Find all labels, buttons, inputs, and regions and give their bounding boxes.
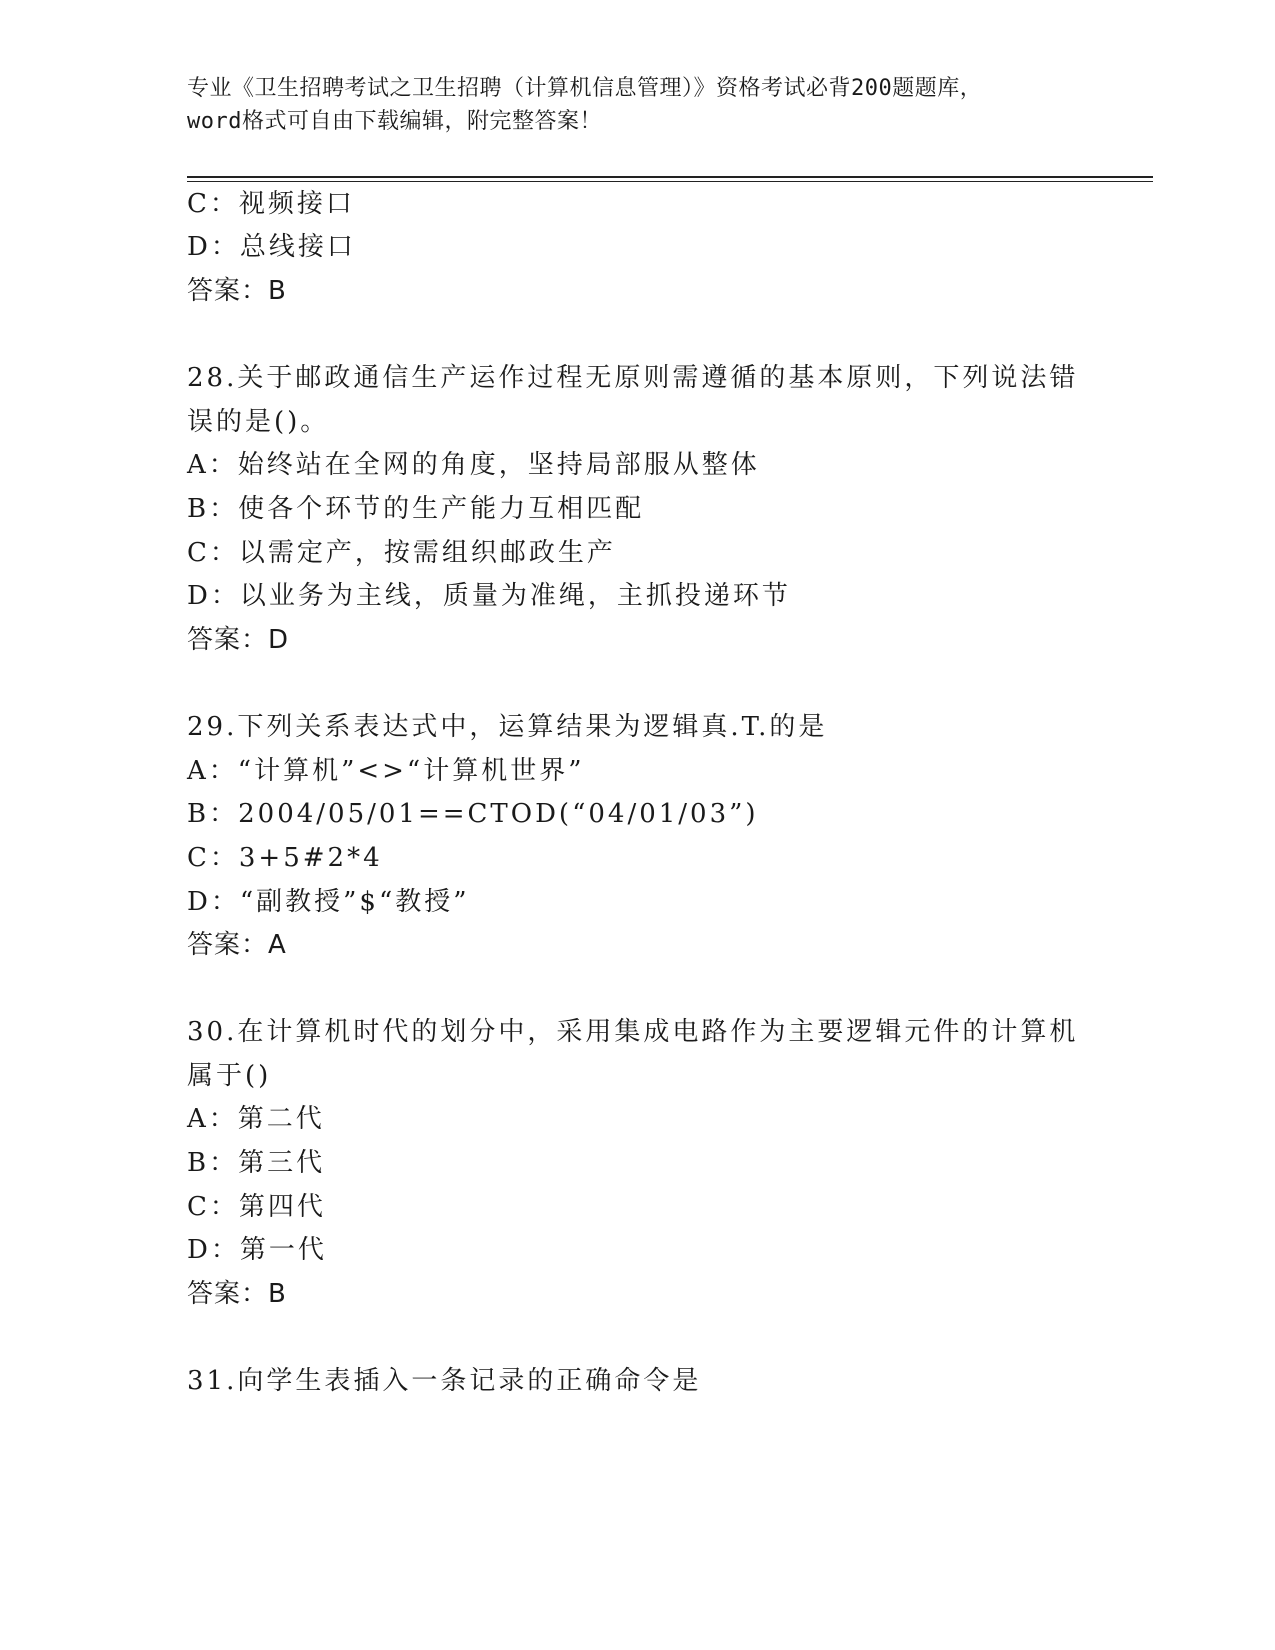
q30-answer: 答案：B: [187, 1279, 287, 1309]
header-title-line-2: word格式可自由下载编辑，附完整答案！: [187, 109, 602, 134]
q28-option-d: D：以业务为主线，质量为准绳，主抓投递环节: [187, 581, 791, 611]
q28-answer: 答案：D: [187, 625, 290, 655]
q29-stem: 29.下列关系表达式中，运算结果为逻辑真.T.的是: [187, 712, 828, 742]
q29-option-a: A：“计算机”<>“计算机世界”: [187, 756, 585, 786]
q27-option-c: C：视频接口: [187, 189, 355, 219]
q29-answer: 答案：A: [187, 930, 287, 960]
q28-stem-line-2: 误的是()。: [187, 407, 330, 437]
q30-stem-line-2: 属于(): [187, 1061, 272, 1091]
q31-stem: 31.向学生表插入一条记录的正确命令是: [187, 1366, 702, 1396]
header-rule-thick: [187, 176, 1153, 178]
q30-stem-line-1: 30.在计算机时代的划分中，采用集成电路作为主要逻辑元件的计算机: [187, 1017, 1079, 1047]
q30-option-b: B：第三代: [187, 1148, 326, 1178]
q28-option-a: A：始终站在全网的角度，坚持局部服从整体: [187, 450, 760, 480]
q28-option-b: B：使各个环节的生产能力互相匹配: [187, 494, 645, 524]
q30-option-a: A：第二代: [187, 1104, 325, 1134]
q29-option-b: B：2004/05/01==CTOD(“04/01/03”): [187, 799, 759, 829]
q27-answer: 答案：B: [187, 276, 287, 306]
q28-option-c: C：以需定产，按需组织邮政生产: [187, 538, 616, 568]
q28-stem-line-1: 28.关于邮政通信生产运作过程无原则需遵循的基本原则，下列说法错: [187, 363, 1079, 393]
header-rule-thin: [187, 181, 1153, 182]
q30-option-d: D：第一代: [187, 1235, 327, 1265]
q27-option-d: D：总线接口: [187, 232, 356, 262]
q30-option-c: C：第四代: [187, 1192, 326, 1222]
q29-option-d: D：“副教授”$“教授”: [187, 887, 470, 917]
q29-option-c: C：3+5#2*4: [187, 843, 383, 873]
header-title-line-1: 专业《卫生招聘考试之卫生招聘（计算机信息管理）》资格考试必背200题题库，: [187, 76, 983, 101]
document-header: [187, 72, 1087, 138]
